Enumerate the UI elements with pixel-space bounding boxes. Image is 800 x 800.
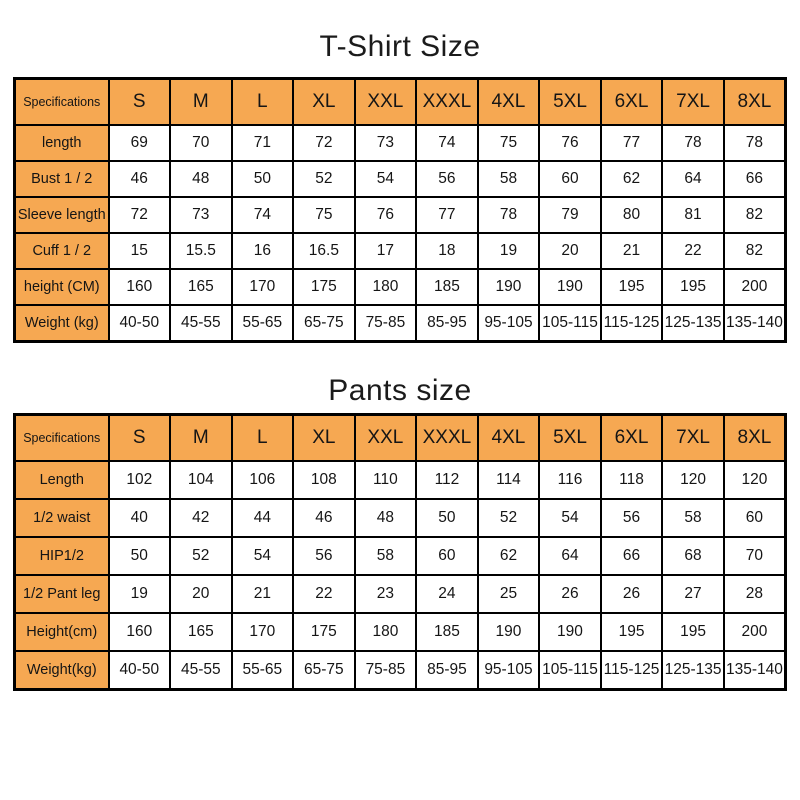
value-cell: 52 — [170, 537, 232, 575]
value-cell: 78 — [662, 125, 724, 161]
value-cell: 54 — [232, 537, 294, 575]
value-cell: 19 — [478, 233, 540, 269]
value-cell: 79 — [539, 197, 601, 233]
value-cell: 135-140 — [724, 305, 786, 342]
row-label-cell: Length — [15, 461, 109, 499]
value-cell: 170 — [232, 613, 294, 651]
size-header-cell: 5XL — [539, 415, 601, 462]
value-cell: 105-115 — [539, 651, 601, 690]
value-cell: 190 — [478, 613, 540, 651]
row-label-cell: length — [15, 125, 109, 161]
pants-table-title: Pants size — [328, 373, 472, 407]
value-cell: 46 — [109, 161, 171, 197]
value-cell: 69 — [109, 125, 171, 161]
value-cell: 170 — [232, 269, 294, 305]
value-cell: 180 — [355, 613, 417, 651]
value-cell: 26 — [539, 575, 601, 613]
value-cell: 50 — [232, 161, 294, 197]
value-cell: 175 — [293, 269, 355, 305]
value-cell: 18 — [416, 233, 478, 269]
size-header-cell: 8XL — [724, 415, 786, 462]
value-cell: 42 — [170, 499, 232, 537]
value-cell: 46 — [293, 499, 355, 537]
value-cell: 72 — [109, 197, 171, 233]
value-cell: 112 — [416, 461, 478, 499]
value-cell: 56 — [601, 499, 663, 537]
size-header-row — [15, 415, 786, 462]
value-cell: 45-55 — [170, 305, 232, 342]
value-cell: 190 — [539, 269, 601, 305]
value-cell: 60 — [416, 537, 478, 575]
value-cell: 200 — [724, 269, 786, 305]
value-cell: 40-50 — [109, 651, 171, 690]
specifications-header-cell: Specifications — [15, 415, 109, 462]
value-cell: 82 — [724, 197, 786, 233]
row-label-cell: 1/2 waist — [15, 499, 109, 537]
value-cell: 75 — [293, 197, 355, 233]
value-cell: 44 — [232, 499, 294, 537]
size-header-cell: 4XL — [478, 78, 540, 125]
value-cell: 28 — [724, 575, 786, 613]
tshirt-size-table — [13, 77, 787, 343]
value-cell: 26 — [601, 575, 663, 613]
value-cell: 180 — [355, 269, 417, 305]
row-label-cell: Sleeve length — [15, 197, 109, 233]
row-label-cell: Height(cm) — [15, 613, 109, 651]
value-cell: 55-65 — [232, 651, 294, 690]
row-label-cell: Weight (kg) — [15, 305, 109, 342]
value-cell: 71 — [232, 125, 294, 161]
value-cell: 15 — [109, 233, 171, 269]
value-cell: 68 — [662, 537, 724, 575]
value-cell: 45-55 — [170, 651, 232, 690]
value-cell: 64 — [539, 537, 601, 575]
value-cell: 48 — [170, 161, 232, 197]
size-header-cell: 8XL — [724, 78, 786, 125]
table-row — [15, 197, 786, 233]
table-row — [15, 651, 786, 690]
size-header-row — [15, 78, 786, 125]
value-cell: 85-95 — [416, 651, 478, 690]
value-cell: 95-105 — [478, 305, 540, 342]
value-cell: 16 — [232, 233, 294, 269]
value-cell: 40-50 — [109, 305, 171, 342]
value-cell: 52 — [478, 499, 540, 537]
table-row — [15, 499, 786, 537]
value-cell: 22 — [293, 575, 355, 613]
value-cell: 185 — [416, 269, 478, 305]
value-cell: 81 — [662, 197, 724, 233]
size-header-cell: 5XL — [539, 78, 601, 125]
value-cell: 21 — [601, 233, 663, 269]
value-cell: 17 — [355, 233, 417, 269]
value-cell: 62 — [478, 537, 540, 575]
value-cell: 116 — [539, 461, 601, 499]
value-cell: 125-135 — [662, 651, 724, 690]
value-cell: 78 — [724, 125, 786, 161]
size-header-cell: L — [232, 415, 294, 462]
value-cell: 160 — [109, 613, 171, 651]
value-cell: 200 — [724, 613, 786, 651]
value-cell: 21 — [232, 575, 294, 613]
value-cell: 102 — [109, 461, 171, 499]
value-cell: 115-125 — [601, 305, 663, 342]
value-cell: 40 — [109, 499, 171, 537]
value-cell: 110 — [355, 461, 417, 499]
value-cell: 20 — [170, 575, 232, 613]
value-cell: 73 — [170, 197, 232, 233]
size-header-cell: 6XL — [601, 78, 663, 125]
value-cell: 24 — [416, 575, 478, 613]
value-cell: 120 — [724, 461, 786, 499]
value-cell: 78 — [478, 197, 540, 233]
value-cell: 23 — [355, 575, 417, 613]
value-cell: 95-105 — [478, 651, 540, 690]
value-cell: 77 — [416, 197, 478, 233]
value-cell: 58 — [355, 537, 417, 575]
value-cell: 77 — [601, 125, 663, 161]
table-row — [15, 305, 786, 342]
size-header-cell: M — [170, 78, 232, 125]
value-cell: 20 — [539, 233, 601, 269]
value-cell: 19 — [109, 575, 171, 613]
size-header-cell: L — [232, 78, 294, 125]
size-header-cell: 4XL — [478, 415, 540, 462]
row-label-cell: Bust 1 / 2 — [15, 161, 109, 197]
size-header-cell: XL — [293, 78, 355, 125]
row-label-cell: height (CM) — [15, 269, 109, 305]
size-header-cell: M — [170, 415, 232, 462]
value-cell: 160 — [109, 269, 171, 305]
table-row — [15, 575, 786, 613]
value-cell: 118 — [601, 461, 663, 499]
value-cell: 66 — [724, 161, 786, 197]
value-cell: 76 — [355, 197, 417, 233]
value-cell: 195 — [601, 269, 663, 305]
size-header-cell: XXXL — [416, 415, 478, 462]
pants-size-table — [13, 413, 787, 691]
value-cell: 70 — [170, 125, 232, 161]
value-cell: 135-140 — [724, 651, 786, 690]
value-cell: 175 — [293, 613, 355, 651]
value-cell: 165 — [170, 269, 232, 305]
table-row — [15, 269, 786, 305]
specifications-header-cell: Specifications — [15, 78, 109, 125]
value-cell: 52 — [293, 161, 355, 197]
size-header-cell: S — [109, 78, 171, 125]
table-row — [15, 613, 786, 651]
value-cell: 27 — [662, 575, 724, 613]
value-cell: 85-95 — [416, 305, 478, 342]
value-cell: 185 — [416, 613, 478, 651]
table-row — [15, 461, 786, 499]
value-cell: 74 — [416, 125, 478, 161]
value-cell: 55-65 — [232, 305, 294, 342]
value-cell: 16.5 — [293, 233, 355, 269]
value-cell: 105-115 — [539, 305, 601, 342]
value-cell: 75-85 — [355, 651, 417, 690]
row-label-cell: 1/2 Pant leg — [15, 575, 109, 613]
value-cell: 48 — [355, 499, 417, 537]
table-row — [15, 537, 786, 575]
value-cell: 15.5 — [170, 233, 232, 269]
value-cell: 125-135 — [662, 305, 724, 342]
value-cell: 114 — [478, 461, 540, 499]
value-cell: 54 — [539, 499, 601, 537]
size-header-cell: 7XL — [662, 78, 724, 125]
value-cell: 66 — [601, 537, 663, 575]
value-cell: 72 — [293, 125, 355, 161]
value-cell: 73 — [355, 125, 417, 161]
value-cell: 54 — [355, 161, 417, 197]
row-label-cell: Cuff 1 / 2 — [15, 233, 109, 269]
value-cell: 104 — [170, 461, 232, 499]
value-cell: 74 — [232, 197, 294, 233]
value-cell: 58 — [662, 499, 724, 537]
value-cell: 50 — [109, 537, 171, 575]
value-cell: 115-125 — [601, 651, 663, 690]
size-header-cell: 7XL — [662, 415, 724, 462]
tshirt-table-title: T-Shirt Size — [319, 30, 481, 63]
size-header-cell: XXL — [355, 78, 417, 125]
value-cell: 62 — [601, 161, 663, 197]
value-cell: 56 — [416, 161, 478, 197]
value-cell: 56 — [293, 537, 355, 575]
table-row — [15, 233, 786, 269]
value-cell: 190 — [478, 269, 540, 305]
value-cell: 22 — [662, 233, 724, 269]
size-header-cell: 6XL — [601, 415, 663, 462]
value-cell: 75 — [478, 125, 540, 161]
value-cell: 165 — [170, 613, 232, 651]
value-cell: 82 — [724, 233, 786, 269]
row-label-cell: HIP1/2 — [15, 537, 109, 575]
value-cell: 106 — [232, 461, 294, 499]
value-cell: 195 — [662, 269, 724, 305]
value-cell: 190 — [539, 613, 601, 651]
table-row — [15, 125, 786, 161]
value-cell: 75-85 — [355, 305, 417, 342]
value-cell: 80 — [601, 197, 663, 233]
size-header-cell: XL — [293, 415, 355, 462]
value-cell: 64 — [662, 161, 724, 197]
value-cell: 195 — [662, 613, 724, 651]
value-cell: 65-75 — [293, 305, 355, 342]
value-cell: 70 — [724, 537, 786, 575]
size-header-cell: XXXL — [416, 78, 478, 125]
value-cell: 58 — [478, 161, 540, 197]
value-cell: 76 — [539, 125, 601, 161]
size-header-cell: XXL — [355, 415, 417, 462]
value-cell: 50 — [416, 499, 478, 537]
value-cell: 108 — [293, 461, 355, 499]
table-row — [15, 161, 786, 197]
value-cell: 195 — [601, 613, 663, 651]
value-cell: 60 — [539, 161, 601, 197]
row-label-cell: Weight(kg) — [15, 651, 109, 690]
value-cell: 25 — [478, 575, 540, 613]
value-cell: 120 — [662, 461, 724, 499]
size-header-cell: S — [109, 415, 171, 462]
value-cell: 65-75 — [293, 651, 355, 690]
value-cell: 60 — [724, 499, 786, 537]
